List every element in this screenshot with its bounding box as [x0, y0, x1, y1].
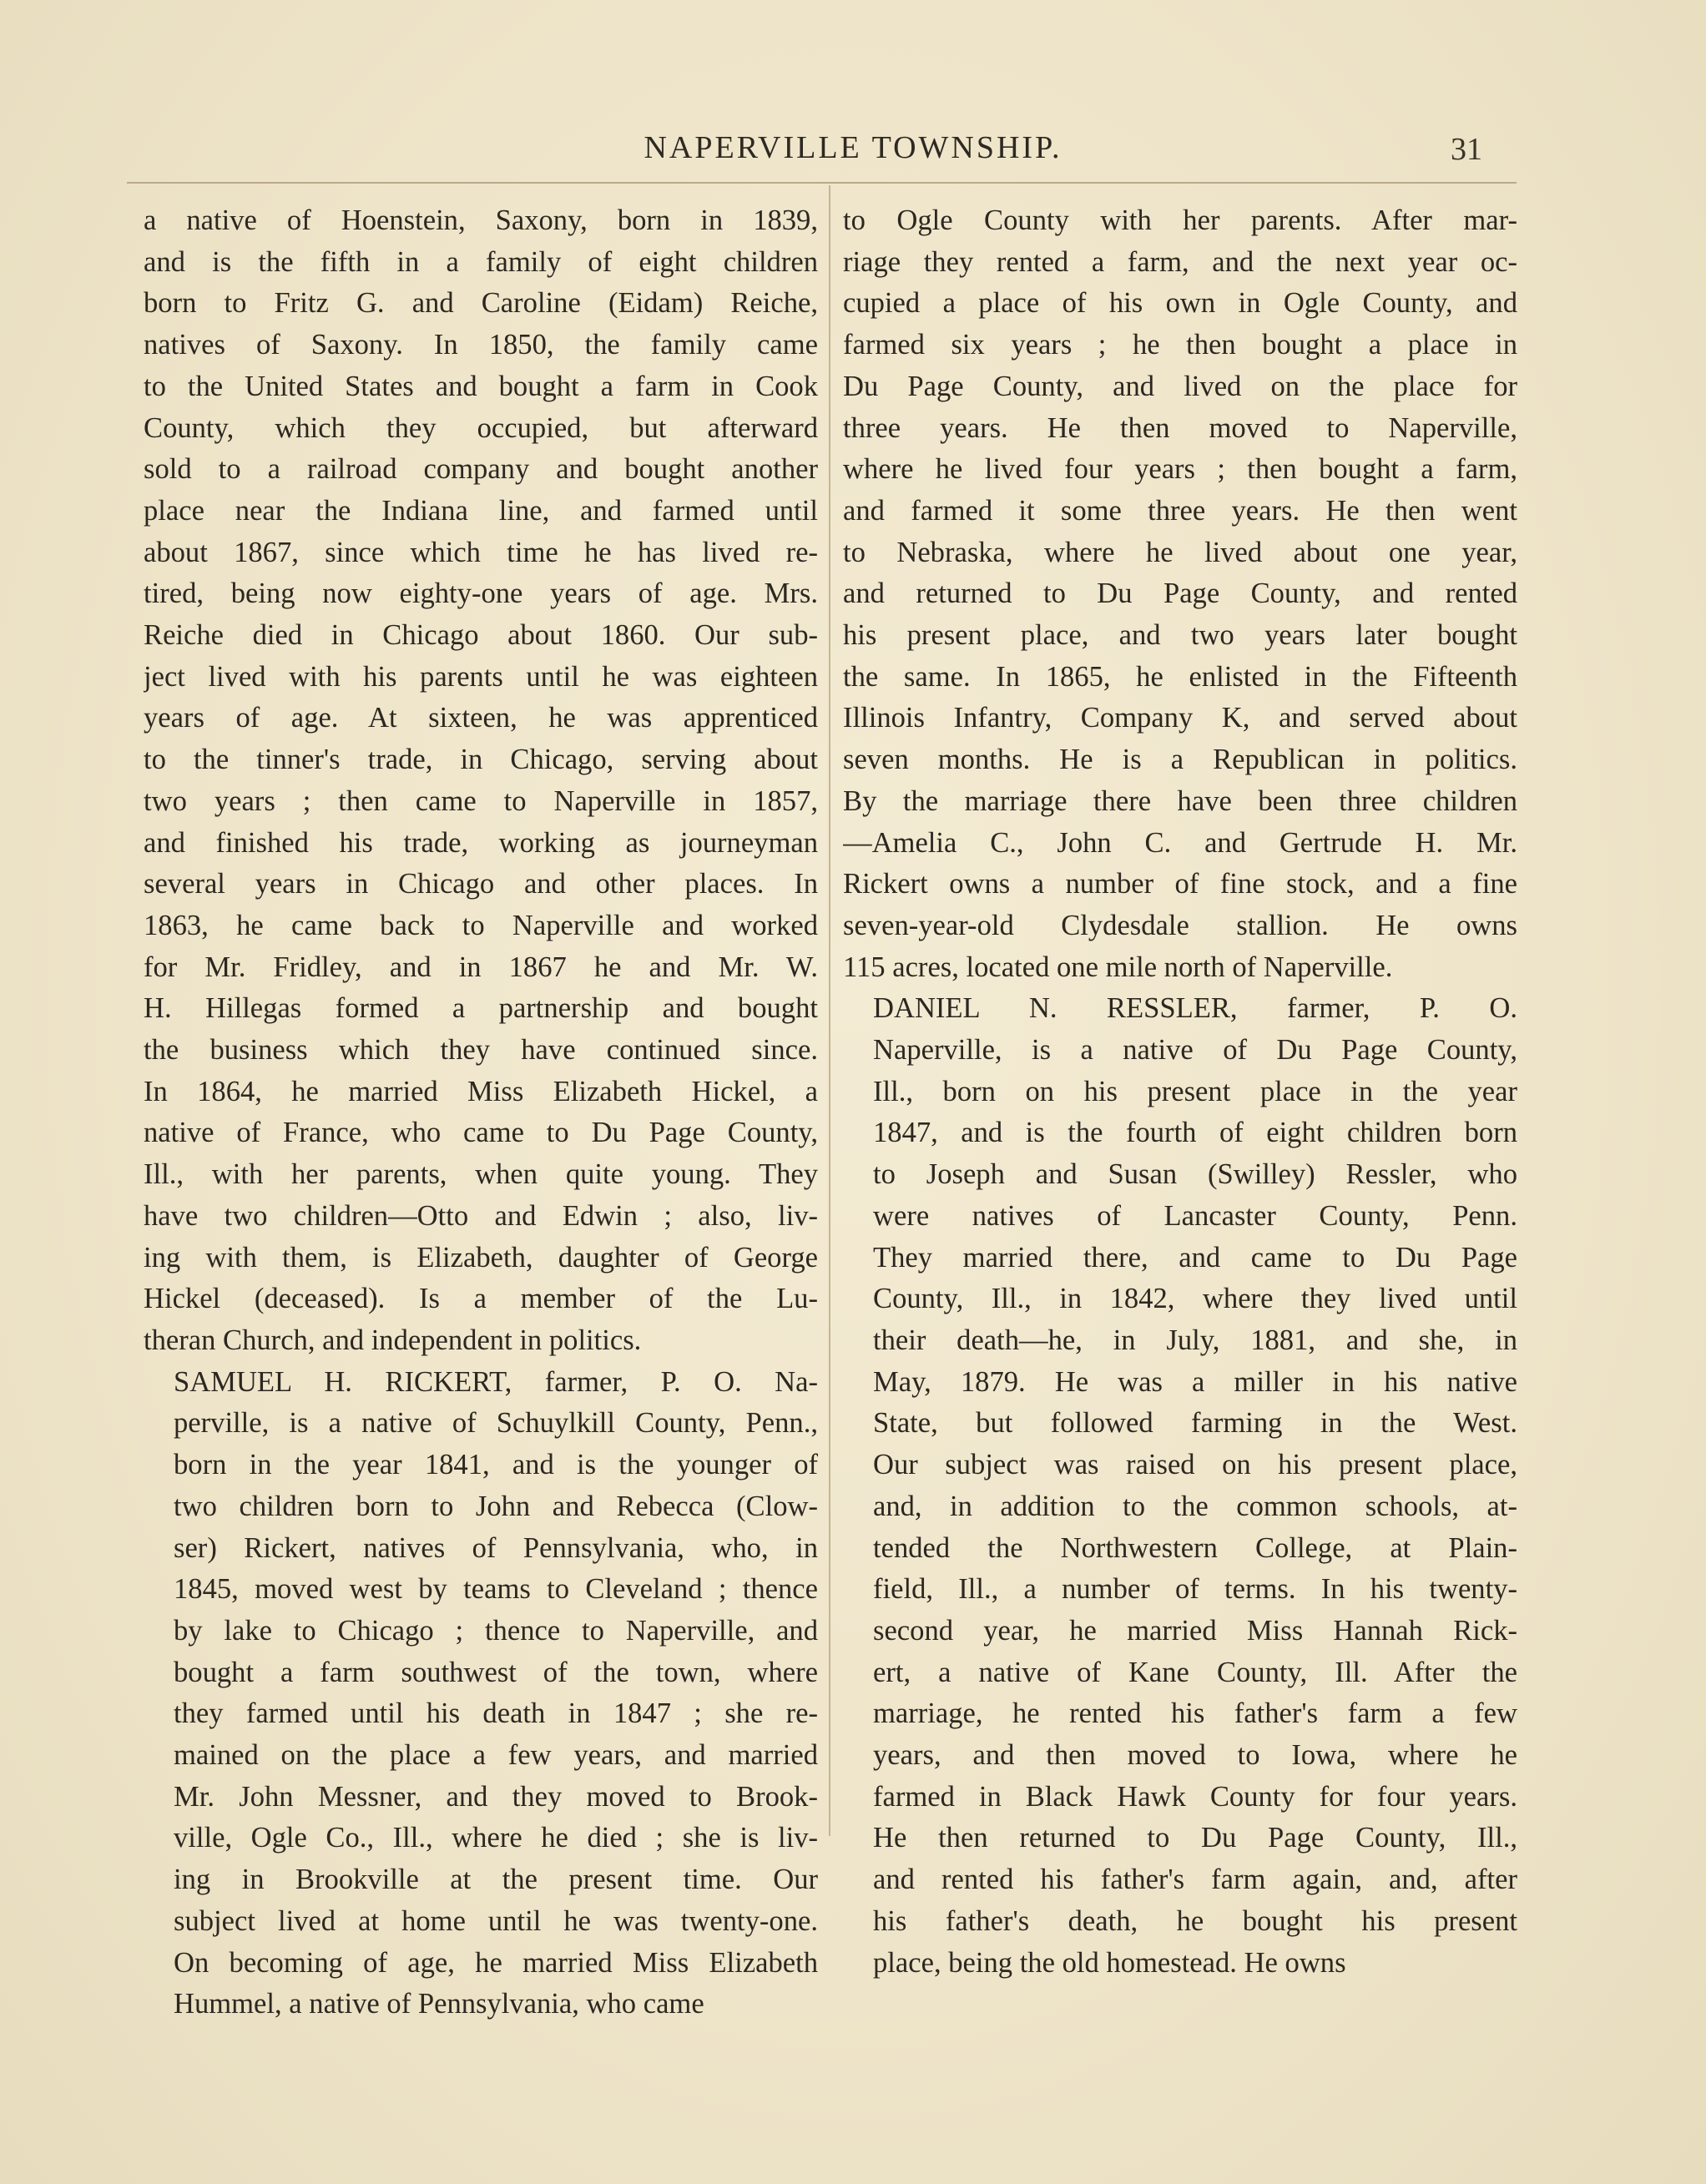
- text-line: farmed in Black Hawk County for four years.: [873, 1780, 1517, 1813]
- paragraph: [843, 988, 1517, 1984]
- text-line: ville, Ogle Co., Ill., where he died ; she is liv-: [174, 1822, 818, 1854]
- text-line: bought a farm southwest of the town, where: [174, 1656, 818, 1688]
- text-line: their death—he, in July, 1881, and she, in: [873, 1324, 1517, 1356]
- text-line: native of France, who came to Du Page County,: [144, 1117, 818, 1149]
- paragraph: [144, 1362, 818, 2025]
- text-line: ert, a native of Kane County, Ill. After the: [873, 1656, 1517, 1688]
- text-line: theran Church, and independent in politics.: [144, 1324, 642, 1356]
- text-line: County, Ill., in 1842, where they lived until: [873, 1283, 1517, 1315]
- text-line: to Joseph and Susan (Swilley) Ressler, who: [873, 1158, 1517, 1191]
- text-line: for Mr. Fridley, and in 1867 he and Mr. W.: [144, 951, 818, 983]
- text-line: seven months. He is a Republican in politics.: [843, 744, 1517, 776]
- text-line: to the tinner's trade, in Chicago, serving about: [144, 744, 818, 776]
- text-line: marriage, he rented his father's farm a few: [873, 1697, 1517, 1730]
- text-line: 115 acres, located one mile north of Naperville.: [843, 951, 1393, 983]
- paragraph: [843, 200, 1517, 988]
- text-line: the same. In 1865, he enlisted in the Fifteenth: [843, 660, 1517, 693]
- text-line: and rented his father's farm again, and, after: [873, 1864, 1517, 1896]
- text-line: DANIEL N. RESSLER, farmer, P. O.: [873, 992, 1517, 1025]
- text-line: farmed six years ; he then bought a place in: [843, 329, 1517, 361]
- text-line: several years in Chicago and other places. In: [144, 868, 818, 900]
- text-line: Mr. John Messner, and they moved to Brook-: [174, 1780, 818, 1813]
- text-line: ser) Rickert, natives of Pennsylvania, who, in: [174, 1531, 818, 1564]
- text-line: three years. He then moved to Naperville,: [843, 411, 1517, 444]
- text-line: sold to a railroad company and bought another: [144, 453, 818, 486]
- text-line: where he lived four years ; then bought a farm,: [843, 453, 1517, 486]
- text-line: and finished his trade, working as journeyman: [144, 826, 818, 859]
- text-line: were natives of Lancaster County, Penn.: [873, 1199, 1517, 1232]
- text-line: On becoming of age, he married Miss Elizabeth: [174, 1946, 818, 1979]
- text-line: They married there, and came to Du Page: [873, 1241, 1517, 1274]
- text-line: the business which they have continued since.: [144, 1034, 818, 1067]
- text-line: field, Ill., a number of terms. In his twenty-: [873, 1573, 1517, 1606]
- page-number: 31: [1451, 132, 1482, 167]
- text-line: years, and then moved to Iowa, where he: [873, 1739, 1517, 1772]
- right-column: [843, 200, 1517, 1984]
- text-line: second year, he married Miss Hannah Rick-: [873, 1614, 1517, 1647]
- header-rule: [127, 182, 1517, 184]
- text-line: born to Fritz G. and Caroline (Eidam) Reiche,: [144, 287, 818, 320]
- text-line: riage they rented a farm, and the next year oc-: [843, 245, 1517, 278]
- text-line: two years ; then came to Naperville in 1857,: [144, 784, 818, 817]
- text-line: Rickert owns a number of fine stock, and a fine: [843, 868, 1517, 900]
- text-line: Du Page County, and lived on the place for: [843, 370, 1517, 402]
- text-line: a native of Hoenstein, Saxony, born in 1839,: [144, 204, 818, 236]
- page-title: NAPERVILLE TOWNSHIP.: [644, 130, 1062, 165]
- text-line: by lake to Chicago ; thence to Naperville, and: [174, 1614, 818, 1647]
- text-line: place, being the old homestead. He owns: [873, 1946, 1346, 1979]
- text-line: perville, is a native of Schuylkill County, Penn.,: [174, 1407, 818, 1440]
- text-line: subject lived at home until he was twenty-one.: [174, 1904, 818, 1937]
- text-line: seven-year-old Clydesdale stallion. He owns: [843, 909, 1517, 941]
- running-head: [0, 129, 1706, 171]
- text-line: his present place, and two years later bought: [843, 619, 1517, 652]
- text-line: and farmed it some three years. He then went: [843, 494, 1517, 527]
- text-line: to the United States and bought a farm in Cook: [144, 370, 818, 402]
- text-line: two children born to John and Rebecca (Clow-: [174, 1490, 818, 1522]
- text-line: Our subject was raised on his present place,: [873, 1449, 1517, 1481]
- text-line: SAMUEL H. RICKERT, farmer, P. O. Na-: [174, 1365, 818, 1398]
- text-line: Hummel, a native of Pennsylvania, who came: [174, 1988, 704, 2020]
- text-line: 1847, and is the fourth of eight children born: [873, 1117, 1517, 1149]
- text-line: his father's death, he bought his present: [873, 1904, 1517, 1937]
- text-line: H. Hillegas formed a partnership and bought: [144, 992, 818, 1025]
- column-divider: [829, 185, 830, 1836]
- text-line: born in the year 1841, and is the younger of: [174, 1449, 818, 1481]
- text-line: and returned to Du Page County, and rented: [843, 578, 1517, 610]
- text-line: Hickel (deceased). Is a member of the Lu-: [144, 1283, 818, 1315]
- text-line: By the marriage there have been three children: [843, 784, 1517, 817]
- text-line: 1845, moved west by teams to Cleveland ; thence: [174, 1573, 818, 1606]
- text-line: tired, being now eighty-one years of age. Mrs.: [144, 578, 818, 610]
- text-line: place near the Indiana line, and farmed until: [144, 494, 818, 527]
- text-line: He then returned to Du Page County, Ill.,: [873, 1822, 1517, 1854]
- text-line: Illinois Infantry, Company K, and served about: [843, 702, 1517, 734]
- text-line: about 1867, since which time he has lived re-: [144, 536, 818, 568]
- text-line: cupied a place of his own in Ogle County, and: [843, 287, 1517, 320]
- text-line: have two children—Otto and Edwin ; also, liv-: [144, 1199, 818, 1232]
- text-line: and, in addition to the common schools, at-: [873, 1490, 1517, 1522]
- text-line: Naperville, is a native of Du Page County,: [873, 1034, 1517, 1067]
- text-line: years of age. At sixteen, he was apprenticed: [144, 702, 818, 734]
- text-line: Ill., with her parents, when quite young. They: [144, 1158, 818, 1191]
- text-line: natives of Saxony. In 1850, the family came: [144, 329, 818, 361]
- text-line: ject lived with his parents until he was eighteen: [144, 660, 818, 693]
- text-line: ing in Brookville at the present time. Our: [174, 1864, 818, 1896]
- text-line: County, which they occupied, but afterward: [144, 411, 818, 444]
- text-line: mained on the place a few years, and married: [174, 1739, 818, 1772]
- text-line: they farmed until his death in 1847 ; she re-: [174, 1697, 818, 1730]
- text-line: and is the fifth in a family of eight children: [144, 245, 818, 278]
- text-line: 1863, he came back to Naperville and worked: [144, 909, 818, 941]
- text-line: May, 1879. He was a miller in his native: [873, 1365, 1517, 1398]
- text-line: Reiche died in Chicago about 1860. Our sub-: [144, 619, 818, 652]
- text-line: to Ogle County with her parents. After mar-: [843, 204, 1517, 236]
- text-line: ing with them, is Elizabeth, daughter of George: [144, 1241, 818, 1274]
- text-line: —Amelia C., John C. and Gertrude H. Mr.: [843, 826, 1517, 859]
- text-line: tended the Northwestern College, at Plain-: [873, 1531, 1517, 1564]
- left-column: [144, 200, 818, 2025]
- text-line: to Nebraska, where he lived about one year,: [843, 536, 1517, 568]
- text-line: State, but followed farming in the West.: [873, 1407, 1517, 1440]
- paragraph: [144, 200, 818, 1362]
- text-line: Ill., born on his present place in the year: [873, 1075, 1517, 1107]
- text-line: In 1864, he married Miss Elizabeth Hickel, a: [144, 1075, 818, 1107]
